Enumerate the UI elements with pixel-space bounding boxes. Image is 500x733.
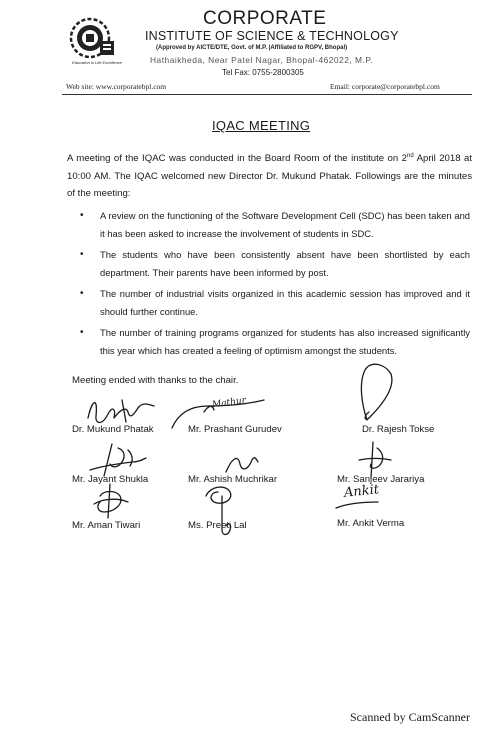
scanner-watermark: Scanned by CamScanner <box>350 710 470 724</box>
signatory-name: Mr. Prashant Gurudev <box>188 424 282 435</box>
signatory-name: Dr. Mukund Phatak <box>72 424 154 435</box>
letterhead-divider <box>62 94 472 95</box>
signatory-name: Dr. Rajesh Tokse <box>362 424 435 435</box>
minutes-item: • The number of training programs organized for students has also increased significantly this year which has created a feeling of optimism amongst the students. <box>80 324 470 360</box>
minutes-list <box>80 207 470 363</box>
signature-tokse <box>355 362 400 424</box>
signatory-name: Ms. Preeti Lal <box>188 520 247 531</box>
signatory-name: Mr. Sanjeev Jarariya <box>337 474 425 485</box>
institute-website: Web site: www.corporatebpl.com <box>66 82 167 91</box>
minutes-item: • The students who have been consistently absent have been shortlisted by each department. Their parents have been informed by post. <box>80 246 470 282</box>
signature-tiwari <box>90 482 130 520</box>
intro-ordinal-suffix: nd <box>407 153 414 159</box>
minutes-item: • A review on the functioning of the Software Development Cell (SDC) has been taken and it has been asked to increase the involvement of students in SDC. <box>80 207 470 243</box>
institute-email: Email: corporate@corporatebpl.com <box>330 82 440 91</box>
signature-gurudev-text: Mathur <box>211 395 247 411</box>
institute-name: CORPORATE <box>203 8 327 29</box>
signatory-name: Mr. Jayant Shukla <box>72 474 149 485</box>
signature-verma-text: Ankit <box>343 482 380 501</box>
intro-text-start: A meeting of the IQAC was conducted in the Board Room of the institute on 2 <box>67 153 407 165</box>
institute-phone: Tel Fax: 0755-2800305 <box>222 68 304 77</box>
signatory-name: Mr. Aman Tiwari <box>72 520 141 531</box>
minutes-item: • The number of industrial visits organized in this academic session has improved and it should further continue. <box>80 285 470 321</box>
intro-paragraph <box>67 148 472 203</box>
institute-address: Hathaikheda, Near Patel Nagar, Bhopal-462022, M.P. <box>150 55 374 65</box>
intro-text-end: April 2018 at 10:00 AM. The IQAC welcomed new Director Dr. Mukund Phatak. Followings are the minutes of the meeting: <box>67 153 472 200</box>
signature-verma-stroke <box>332 498 382 512</box>
logo-tagline: Education is Life Excellence <box>72 60 122 65</box>
signatory-name: Mr. Ankit Verma <box>337 518 405 529</box>
signatory-name: Mr. Ashish Muchrikar <box>188 474 278 485</box>
approval-line: (Approved by AICTE/DTE, Govt. of M.P. |Affiliated to RGPV, Bhopal) <box>156 45 348 51</box>
document-title: IQAC MEETING <box>212 118 311 133</box>
institute-subtitle: INSTITUTE OF SCIENCE & TECHNOLOGY <box>145 29 399 43</box>
closing-line: Meeting ended with thanks to the chair. <box>72 375 239 386</box>
institute-logo <box>66 14 124 64</box>
